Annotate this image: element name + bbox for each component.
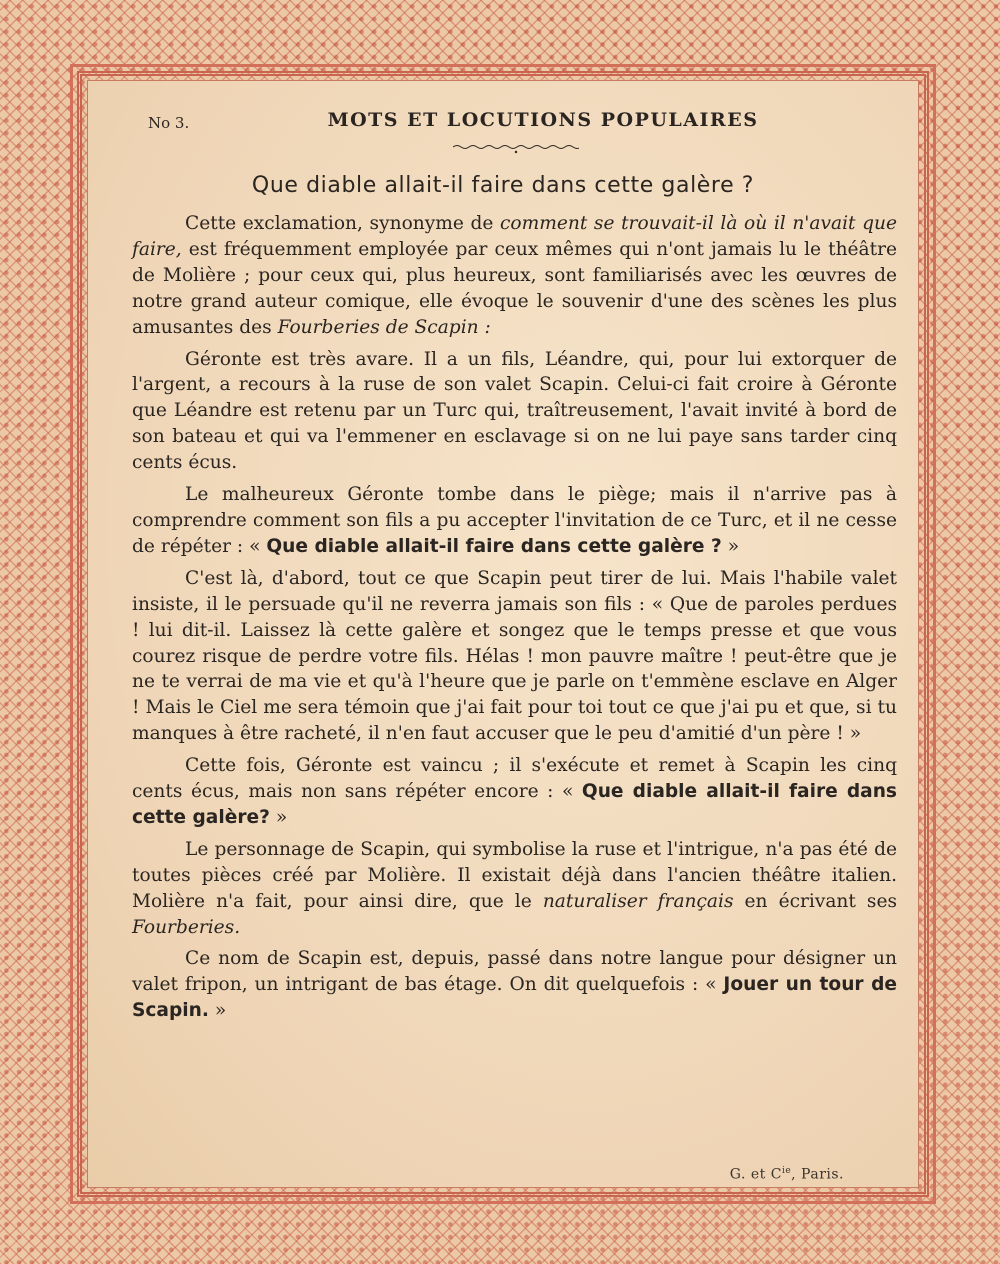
paragraph-5: Cette fois, Géronte est vaincu ; il s'exécute et remet à Scapin les cinq cents écus, mais non sans répéter encore : « Que diable allait-il faire dans cette galère? » <box>132 755 897 828</box>
article-body <box>132 211 897 1030</box>
italic-phrase: naturaliser français <box>542 890 734 912</box>
italic-title: Fourberies de Scapin : <box>277 316 491 338</box>
issue-number: No 3. <box>148 114 190 132</box>
text-panel <box>87 80 919 1188</box>
paragraph-1: Cette exclamation, synonyme de comment se trouvait-il là où il n'avait que faire, est fréquemment employée par ceux mêmes qui n'ont jamais lu le théâtre de Molière ; pour ceux qui, plus heureux, sont familiarisés avec les œuvres de notre grand auteur comique, elle évoque le souvenir d'une des scènes les plus amusantes des Fourberies de Scapin : <box>132 213 897 338</box>
bold-quote: Que diable allait-il faire dans cette galère ? <box>266 535 722 557</box>
italic-title: Fourberies. <box>132 916 241 938</box>
article-heading: Que diable allait-il faire dans cette galère ? <box>251 173 755 198</box>
printer-credit: G. et $C^{ie}$, Paris. <box>729 1166 844 1183</box>
bold-quote: Que diable allait-il faire dans cette galère? <box>132 781 897 828</box>
page-title: MOTS ET LOCUTIONS POPULAIRES <box>327 109 759 131</box>
page-header <box>148 109 868 139</box>
paragraph-7: Ce nom de Scapin est, depuis, passé dans notre langue pour désigner un valet fripon, un intrigant de bas étage. On dit quelquefois : « Jouer un tour de Scapin. » <box>132 948 897 1022</box>
italic-phrase: comment se trouvait-il là où il n'avait que faire, <box>132 213 897 260</box>
paragraph-3: Le malheureux Géronte tombe dans le piège; mais il n'arrive pas à comprendre comment son fils a pu accepter l'invitation de ce Turc, et il ne cesse de répéter : « Que diable allait-il faire dans cette galère ? » <box>132 484 897 557</box>
paragraph-2: Géronte est très avare. Il a un fils, Léandre, qui, pour lui extorquer de l'argent, a recours à la ruse de son valet Scapin. Celui-ci fait croire à Géronte que Léandre est retenu par un Turc qui, traîtreusement, l'avait invité à bord de son bateau et qui va l'emmener en esclavage si on ne lui paye sans tarder cinq cents écus. <box>132 348 897 474</box>
paragraph-6: Le personnage de Scapin, qui symbolise la ruse et l'intrigue, n'a pas été de toutes pièces créé par Molière. Il existait déjà dans l'ancien théâtre italien. Molière n'a fait, pour ainsi dire, que le naturaliser français en écrivant ses Fourberies. <box>132 838 897 938</box>
paragraph-4: C'est là, d'abord, tout ce que Scapin peut tirer de lui. Mais l'habile valet insiste, il le persuade qu'il ne reverra jamais son fils : « Que de paroles perdues ! lui dit-il. Laissez là cette galère et songez que le temps presse et que vous courez risque de perdre votre fils. Hélas ! mon pauvre maître ! peut-être que je ne te verrai de ma vie et qu'à l'heure que je parle on t'emmène esclave en Alger ! Mais le Ciel me sera témoin que j'ai fait pour toi tout ce que j'ai pu et que, si tu manques à être racheté, il n'en faut accuser que le peu d'amitié d'un père ! » <box>132 567 897 745</box>
bold-quote: Jouer un tour de Scapin. <box>132 974 897 1022</box>
wavy-ornament <box>453 144 579 154</box>
